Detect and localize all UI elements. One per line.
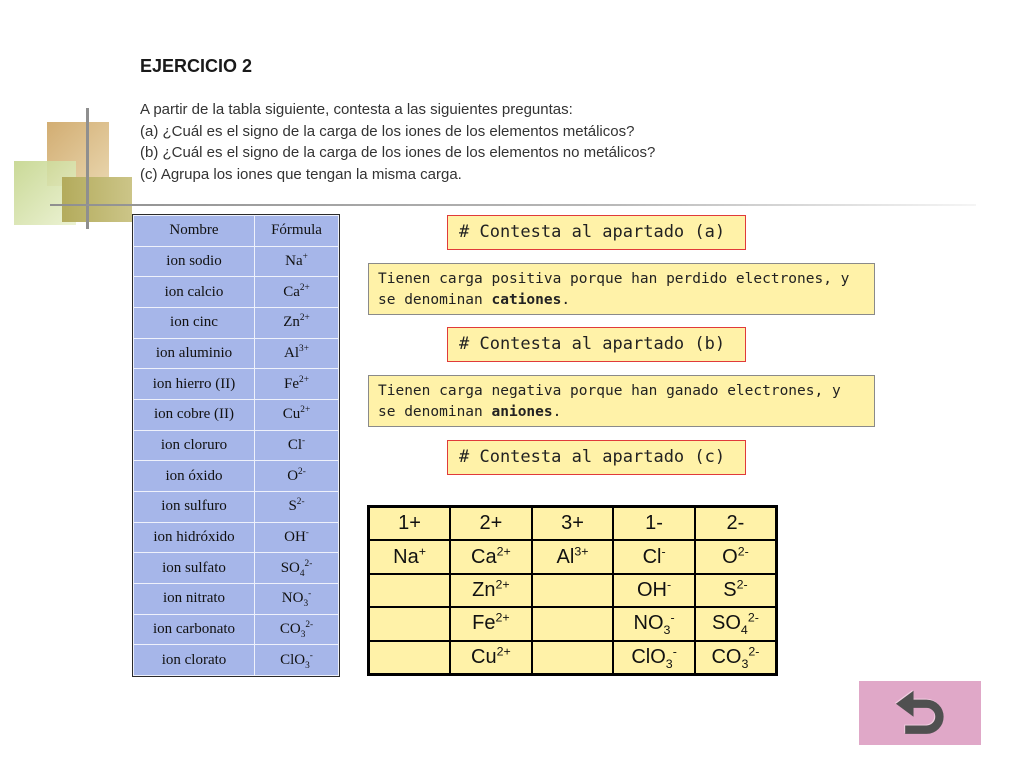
charge-ion-cell — [695, 641, 777, 675]
formula-charge: - — [302, 435, 306, 446]
formula-subscript: 3 — [741, 656, 749, 671]
ion-formula — [255, 645, 339, 676]
chemical-formula — [633, 610, 675, 638]
chemical-formula — [283, 314, 310, 330]
formula-symbol: ClO — [631, 645, 666, 668]
empty-cell — [532, 607, 614, 640]
charge-header-row — [369, 507, 777, 541]
formula-symbol: CO — [711, 645, 742, 668]
formula-charge: 2+ — [300, 405, 311, 416]
ion-row — [134, 277, 339, 308]
charge-ion-cell — [613, 574, 695, 607]
formula-charge: 2- — [748, 644, 760, 659]
chemical-formula — [723, 579, 747, 601]
formula-symbol: CO — [279, 620, 301, 637]
ion-formula — [255, 399, 339, 430]
answer-b-line-2 — [378, 402, 865, 423]
formula-symbol: NO — [633, 612, 664, 635]
ion-name: ion sulfuro — [134, 491, 255, 522]
formula-subscript: 4 — [299, 568, 305, 579]
charge-row — [369, 607, 777, 640]
question-b: (b) ¿Cuál es el signo de la carga de los iones de los elementos no metálicos? — [140, 144, 656, 161]
formula-symbol: Na — [285, 252, 303, 269]
answer-a-term: cationes — [491, 292, 562, 308]
formula-charge: - — [661, 543, 666, 558]
ion-row — [134, 338, 339, 369]
formula-charge: + — [418, 543, 426, 558]
formula-subscript: 3 — [305, 660, 310, 671]
formula-charge: 2+ — [496, 543, 511, 558]
charge-ion-cell — [613, 540, 695, 573]
formula-symbol: Fe — [472, 612, 496, 635]
header-nombre: Nombre — [134, 216, 255, 247]
formula-symbol: Ca — [283, 283, 300, 300]
prompt-apartado-a: # Contesta al apartado (a) — [447, 215, 746, 250]
formula-symbol: Zn — [283, 314, 300, 331]
ion-name: ion calcio — [134, 277, 255, 308]
answer-a-line-2 — [378, 290, 865, 311]
formula-symbol: ClO — [280, 651, 306, 668]
ion-formula — [255, 369, 339, 400]
charge-ion-cell — [450, 540, 532, 573]
chemical-formula — [284, 529, 309, 545]
formula-charge: 2+ — [299, 313, 310, 324]
return-button[interactable] — [859, 681, 981, 745]
ion-formula — [255, 491, 339, 522]
formula-charge: 2+ — [299, 282, 310, 293]
formula-symbol: OH — [284, 528, 306, 545]
charge-header-cell: 2+ — [450, 507, 532, 541]
charge-ion-cell — [450, 641, 532, 675]
ion-name: ion sulfato — [134, 553, 255, 584]
chemical-formula — [556, 543, 589, 568]
formula-charge: 3+ — [574, 543, 589, 558]
formula-charge: 2- — [747, 610, 759, 625]
ion-row — [134, 369, 339, 400]
ion-name: ion hidróxido — [134, 522, 255, 553]
chemical-formula — [631, 644, 677, 671]
ion-row — [134, 430, 339, 461]
chemical-formula — [471, 543, 511, 568]
chemical-formula — [280, 558, 313, 579]
charge-header-cell: 1+ — [369, 507, 451, 541]
formula-subscript: 3 — [300, 629, 306, 640]
chemical-formula — [637, 579, 671, 601]
empty-cell — [369, 607, 451, 640]
ion-row — [134, 614, 339, 645]
decor-horizontal-rule — [50, 204, 976, 206]
formula-symbol: OH — [637, 578, 667, 601]
formula-charge: - — [672, 644, 677, 659]
ion-formula — [255, 277, 339, 308]
formula-charge: 2- — [737, 543, 749, 558]
ion-row — [134, 399, 339, 430]
charge-row — [369, 574, 777, 607]
formula-symbol: O — [287, 467, 299, 484]
ion-name: ion cloruro — [134, 430, 255, 461]
charge-ion-cell — [613, 607, 695, 640]
formula-charge: 3+ — [299, 343, 309, 354]
formula-charge: 2+ — [496, 644, 511, 659]
formula-charge: - — [305, 527, 309, 538]
charge-header-cell: 3+ — [532, 507, 614, 541]
chemical-formula — [280, 650, 313, 671]
ion-row — [134, 645, 339, 676]
ion-name: ion hierro (II) — [134, 369, 255, 400]
charge-ion-cell — [450, 574, 532, 607]
ion-formula — [255, 246, 339, 277]
formula-symbol: Cl — [287, 436, 303, 453]
ion-row — [134, 307, 339, 338]
chemical-formula — [471, 646, 511, 668]
ion-name: ion aluminio — [134, 338, 255, 369]
decor-vertical-line — [86, 108, 89, 229]
formula-subscript: 3 — [303, 599, 309, 610]
charge-ion-cell — [369, 540, 451, 573]
formula-symbol: Al — [284, 344, 300, 361]
answer-b-end: . — [552, 404, 562, 420]
formula-charge: - — [667, 577, 672, 592]
empty-cell — [369, 574, 451, 607]
chemical-formula — [285, 253, 308, 269]
header-formula: Fórmula — [255, 216, 339, 247]
ion-row — [134, 522, 339, 553]
ion-formula — [255, 583, 339, 614]
prompt-apartado-c: # Contesta al apartado (c) — [447, 440, 746, 475]
answer-b-line-1: Tienen carga negativa porque han ganado electrones, y — [378, 383, 841, 399]
formula-charge: - — [670, 610, 675, 625]
charge-ion-cell — [532, 540, 614, 573]
empty-cell — [532, 574, 614, 607]
chemical-formula — [288, 498, 304, 514]
chemical-formula — [284, 376, 309, 392]
chemical-formula — [472, 579, 509, 601]
ion-formula — [255, 461, 339, 492]
formula-symbol: Ca — [471, 545, 497, 568]
formula-symbol: SO — [280, 559, 300, 576]
charge-header-cell: 1- — [613, 507, 695, 541]
ion-formula — [255, 430, 339, 461]
question-a: (a) ¿Cuál es el signo de la carga de los iones de los elementos metálicos? — [140, 122, 635, 140]
slide-title: EJERCICIO 2 — [140, 56, 253, 76]
formula-symbol: SO — [712, 612, 741, 635]
ion-name: ion carbonato — [134, 614, 255, 645]
formula-symbol: Na — [393, 545, 419, 568]
formula-symbol: Fe — [284, 375, 300, 392]
instructions-intro: A partir de la tabla siguiente, contesta a las siguientes preguntas: — [140, 101, 573, 118]
chemical-formula — [287, 468, 306, 484]
charge-ion-cell — [695, 607, 777, 640]
formula-charge: 2+ — [299, 374, 309, 385]
formula-charge: 2- — [296, 497, 305, 508]
chemical-formula — [283, 284, 310, 300]
charge-group-table — [367, 505, 778, 676]
answer-a-text: se denominan — [378, 292, 492, 308]
ion-row — [134, 246, 339, 277]
formula-charge: 2- — [298, 466, 306, 477]
ion-name: ion clorato — [134, 645, 255, 676]
formula-symbol: O — [722, 545, 738, 568]
decor-olive-rectangle — [62, 177, 132, 222]
formula-charge: 2- — [736, 577, 748, 592]
ion-formula — [255, 522, 339, 553]
ion-row — [134, 553, 339, 584]
ion-table-header — [134, 216, 339, 247]
ion-formula — [255, 307, 339, 338]
formula-charge: - — [308, 589, 312, 600]
formula-symbol: Cu — [471, 645, 497, 668]
charge-ion-cell — [613, 641, 695, 675]
formula-symbol: S — [723, 578, 737, 601]
empty-cell — [532, 641, 614, 675]
formula-symbol: Al — [556, 545, 575, 568]
ion-name: ion sodio — [134, 246, 255, 277]
formula-charge: 2+ — [495, 610, 510, 625]
formula-charge: 2+ — [495, 577, 510, 592]
ion-row — [134, 491, 339, 522]
charge-row — [369, 641, 777, 675]
answer-a-end: . — [561, 292, 571, 308]
answer-b-term: aniones — [491, 404, 553, 420]
question-c: (c) Agrupa los iones que tengan la misma carga. — [140, 165, 462, 183]
chemical-formula — [283, 406, 310, 422]
chemical-formula — [722, 543, 749, 568]
chemical-formula — [279, 619, 314, 640]
charge-ion-cell — [695, 540, 777, 573]
formula-subscript: 3 — [665, 656, 673, 671]
prompt-apartado-b: # Contesta al apartado (b) — [447, 327, 746, 362]
formula-charge: 2- — [305, 619, 314, 630]
ion-name: ion cobre (II) — [134, 399, 255, 430]
formula-charge: 2- — [304, 558, 313, 569]
empty-cell — [369, 641, 451, 675]
formula-symbol: Zn — [472, 578, 496, 601]
ion-table — [133, 215, 339, 676]
chemical-formula — [281, 589, 312, 610]
formula-subscript: 3 — [663, 623, 671, 638]
answer-box-a[interactable] — [368, 263, 875, 315]
chemical-formula — [284, 345, 309, 361]
charge-ion-cell — [450, 607, 532, 640]
formula-symbol: NO — [281, 590, 304, 607]
chemical-formula — [288, 437, 305, 453]
formula-charge: + — [302, 251, 308, 262]
chemical-formula — [711, 644, 760, 671]
ion-formula — [255, 553, 339, 584]
charge-ion-cell — [695, 574, 777, 607]
charge-header-cell: 2- — [695, 507, 777, 541]
ion-name: ion nitrato — [134, 583, 255, 614]
formula-subscript: 4 — [740, 623, 748, 638]
charge-row — [369, 540, 777, 573]
answer-a-line-1: Tienen carga positiva porque han perdido electrones, y — [378, 271, 850, 287]
formula-charge: - — [309, 650, 313, 661]
formula-symbol: Cu — [282, 406, 301, 423]
formula-symbol: Cl — [642, 545, 662, 568]
exercise-instructions — [140, 99, 655, 185]
chemical-formula — [472, 612, 509, 634]
chemical-formula — [393, 543, 426, 568]
return-arrow-icon — [894, 688, 946, 738]
chemical-formula — [642, 543, 666, 568]
formula-symbol: S — [288, 498, 297, 515]
ion-name: ion óxido — [134, 461, 255, 492]
answer-box-b[interactable] — [368, 375, 875, 427]
chemical-formula — [712, 610, 759, 638]
answer-b-text: se denominan — [378, 404, 492, 420]
ion-row — [134, 461, 339, 492]
ion-formula — [255, 614, 339, 645]
ion-name: ion cinc — [134, 307, 255, 338]
ion-formula — [255, 338, 339, 369]
ion-row — [134, 583, 339, 614]
